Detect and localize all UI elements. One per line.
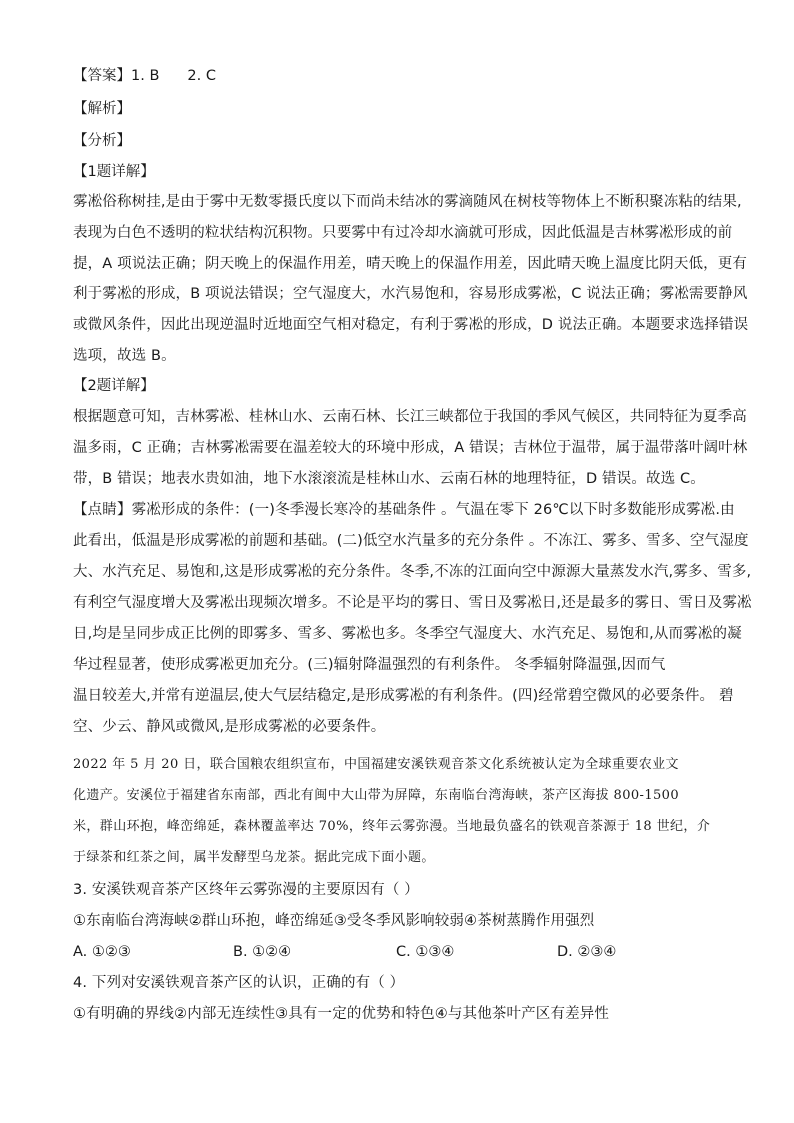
q2-line: 根据题意可知，吉林雾凇、桂林山水、云南石林、长江三峡都位于我国的季风气候区，共同特征为夏季高 [73, 409, 747, 425]
q3-items: ①东南临台湾海峡②群山环抱，峰峦绵延③受冬季风影响较弱④茶树蒸腾作用强烈 [73, 913, 595, 929]
dianjing-line: 有利空气湿度增大及雾凇出现频次增多。不论是平均的雾日、雪日及雾凇日,还是最多的雾日、雪日及雾凇 [73, 595, 752, 611]
q3-option-d: D. ②③④ [557, 944, 617, 960]
dianjing-line: 华过程显著，使形成雾凇更加充分。(三)辐射降温强烈的有利条件。 冬季辐射降温强,因而气 [73, 657, 666, 673]
q3-option-b: B. ①②④ [233, 944, 292, 960]
q3-option-a: A. ①②③ [73, 944, 131, 960]
q2-line: 温多雨，C 正确；吉林雾凇需要在温差较大的环境中形成，A 错误；吉林位于温带，属于温带落叶阔叶林 [73, 440, 748, 456]
answer-1: 1. B [131, 68, 160, 84]
q2-heading: 【2题详解】 [73, 378, 155, 394]
q3-stem: 3. 安溪铁观音茶产区终年云雾弥漫的主要原因有（ ） [73, 882, 419, 898]
dianjing-line: 日,均是呈同步成正比例的即雾多、雪多、雾凇也多。冬季空气湿度大、水汽充足、易饱和,从而雾凇的凝 [73, 626, 742, 642]
dianjing-line: 空、少云、静风或微风,是形成雾凇的必要条件。 [73, 719, 386, 735]
dianjing-line: 温日较差大,并常有逆温层,使大气层结稳定,是形成雾凇的有利条件。(四)经常碧空微风的必要条件。 碧 [73, 688, 734, 704]
fenxi-heading: 【分析】 [73, 133, 131, 149]
answer-line [73, 66, 216, 86]
q1-line: 表现为白色不透明的粒状结构沉积物。只要雾中有过冷却水滴就可形成，因此低温是吉林雾凇形成的前 [73, 225, 733, 241]
q3-option-c: C. ①③④ [396, 944, 455, 960]
q1-line: 或微风条件，因此出现逆温时近地面空气相对稳定，有利于雾凇的形成，D 说法正确。本题要求选择错误 [73, 317, 749, 333]
passage-line: 米，群山环抱，峰峦绵延，森林覆盖率达 70%，终年云雾弥漫。当地最负盛名的铁观音茶源于 18 世纪，介 [73, 819, 711, 834]
q1-line: 提，A 项说法正确；阴天晚上的保温作用差，晴天晚上的保温作用差，因此晴天晚上温度比阴天低，更有 [73, 256, 748, 272]
q1-line: 选项，故选 B。 [73, 348, 176, 364]
dianjing-line: 此看出，低温是形成雾凇的前题和基础。(二)低空水汽量多的充分条件 。不冻江、雾多、雪多、空气湿度 [73, 533, 749, 549]
jiexi-heading: 【解析】 [73, 101, 131, 117]
q1-line: 利于雾凇的形成，B 项说法错误；空气湿度大，水汽易饱和，容易形成雾凇，C 说法正确；雾凇需要静风 [73, 286, 748, 302]
dianjing-line: 大、水汽充足、易饱和,这是形成雾凇的充分条件。冬季,不冻的江面向空中源源大量蒸发水汽,雾多、雪多, [73, 564, 752, 580]
passage-line: 2022 年 5 月 20 日，联合国粮农组织宣布，中国福建安溪铁观音茶文化系统被认定为全球重要农业文 [73, 757, 679, 772]
q4-stem: 4. 下列对安溪铁观音茶产区的认识，正确的有（ ） [73, 975, 405, 991]
dianjing-line: 【点睛】雾凇形成的条件：(一)冬季漫长寒冷的基础条件 。气温在零下 26℃以下时多数能形成雾凇.由 [73, 502, 735, 518]
q1-heading: 【1题详解】 [73, 164, 155, 180]
q1-line: 雾凇俗称树挂,是由于雾中无数零摄氏度以下而尚未结冰的雾滴随风在树枝等物体上不断积聚冻粘的结果, [73, 194, 742, 210]
answer-label: 【答案】 [73, 68, 131, 84]
passage-line: 化遗产。安溪位于福建省东南部，西北有闽中大山带为屏障，东南临台湾海峡，茶产区海拔 800-1500 [73, 788, 680, 803]
answer-2: 2. C [187, 68, 216, 84]
q4-items: ①有明确的界线②内部无连续性③具有一定的优势和特色④与其他茶叶产区有差异性 [73, 1006, 610, 1022]
q2-line: 带，B 错误；地表水贵如油，地下水滚滚流是桂林山水、云南石林的地理特征，D 错误。故选 C。 [73, 471, 705, 487]
passage-line: 于绿茶和红茶之间，属半发酵型乌龙茶。据此完成下面小题。 [73, 850, 435, 865]
